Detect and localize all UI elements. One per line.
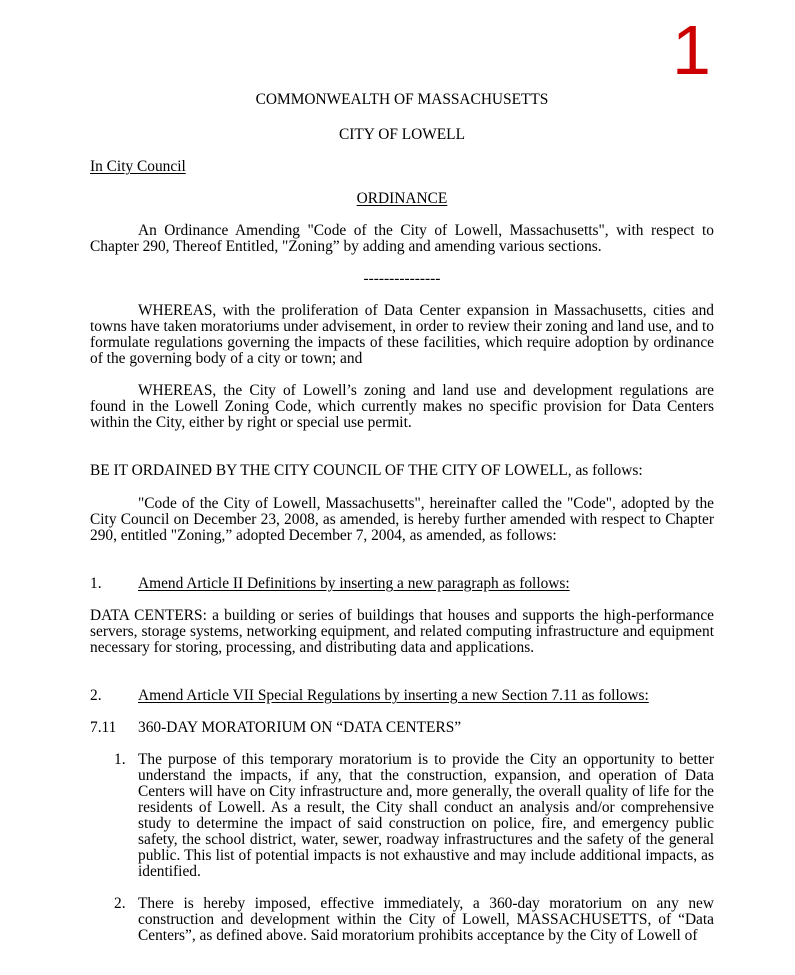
amendment-1 — [90, 576, 714, 592]
council-heading — [90, 159, 714, 175]
page-number: 1 — [672, 11, 711, 89]
whereas-paragraph-1: WHEREAS, with the proliferation of Data Center expansion in Massachusetts, cities and towns have taken moratoriums under advisement, in order to review their zoning and land use, and to formulate regulations governing the impacts of these facilities, which require adoption by ordinance of the governing body of a city or town; and — [90, 302, 715, 367]
whereas-paragraph-2: WHEREAS, the City of Lowell’s zoning and land use and development regulations are found in the Lowell Zoning Code, which currently makes no specific provision for Data Centers within the City, either by right or special use permit. — [90, 382, 714, 431]
code-paragraph: "Code of the City of Lowell, Massachusetts", hereinafter called the "Code", adopted by the City Council on December 23, 2008, as amended, is hereby further amended with respect to Chapter 290, entitled "Zoning,” adopted December 7, 2004, as amended, as follows: — [90, 495, 714, 544]
data-centers-definition: DATA CENTERS: a building or series of buildings that houses and supports the high-performance servers, storage systems, networking equipment, and related computing infrastructure and equipment necessary for storing, processing, and distributing data and applications. — [90, 607, 714, 656]
ordinance-title: ORDINANCE — [356, 190, 448, 207]
separator: --------------- — [363, 270, 441, 287]
header-commonwealth: COMMONWEALTH OF MASSACHUSETTS — [255, 91, 549, 108]
amendment-1-title: Amend Article II Definitions by inserting a new paragraph as follows: — [138, 575, 570, 592]
section-number: 7.11 — [90, 719, 117, 736]
section-item-2-text: There is hereby imposed, effective immediately, a 360-day moratorium on any new construction and development within the City of Lowell, MASSACHUSETTS, of “Data Centers”, as defined above. Said moratorium prohibits acceptance by the City of Lowell of — [138, 895, 714, 944]
ordinance-summary: An Ordinance Amending "Code of the City of Lowell, Massachusetts", with respect to Chapter 290, Thereof Entitled, "Zoning” by adding and amending various sections. — [90, 222, 714, 255]
amendment-2 — [90, 688, 714, 704]
section-item-2 — [114, 896, 714, 944]
section-item-1 — [114, 752, 714, 880]
section-item-1-text: The purpose of this temporary moratorium is to provide the City an opportunity to better understand the impacts, if any, that the construction, expansion, and operation of Data Centers will have on City infrastructure and, more generally, the overall quality of life for the residents of Lowell. As a result, the City shall conduct an analysis and/or comprehensive study to determine the impact of said construction on police, fire, and emergency public safety, the school district, water, sewer, roadway infrastructures and the safety of the general public. This list of potential impacts is not exhaustive and may include additional impacts, as identified. — [138, 751, 714, 880]
council-label: In City Council — [90, 158, 186, 175]
section-title: 360-DAY MORATORIUM ON “DATA CENTERS” — [138, 719, 462, 736]
document-type-heading — [90, 191, 714, 207]
header-city: CITY OF LOWELL — [339, 126, 465, 143]
amendment-1-number: 1. — [90, 575, 102, 592]
amendment-2-number: 2. — [90, 687, 102, 704]
ordained-statement: BE IT ORDAINED BY THE CITY COUNCIL OF THE CITY OF LOWELL, as follows: — [90, 462, 643, 479]
section-heading — [90, 720, 714, 736]
amendment-2-title: Amend Article VII Special Regulations by inserting a new Section 7.11 as follows: — [138, 687, 649, 704]
section-item-2-number: 2. — [114, 895, 126, 912]
section-item-1-number: 1. — [114, 751, 126, 768]
